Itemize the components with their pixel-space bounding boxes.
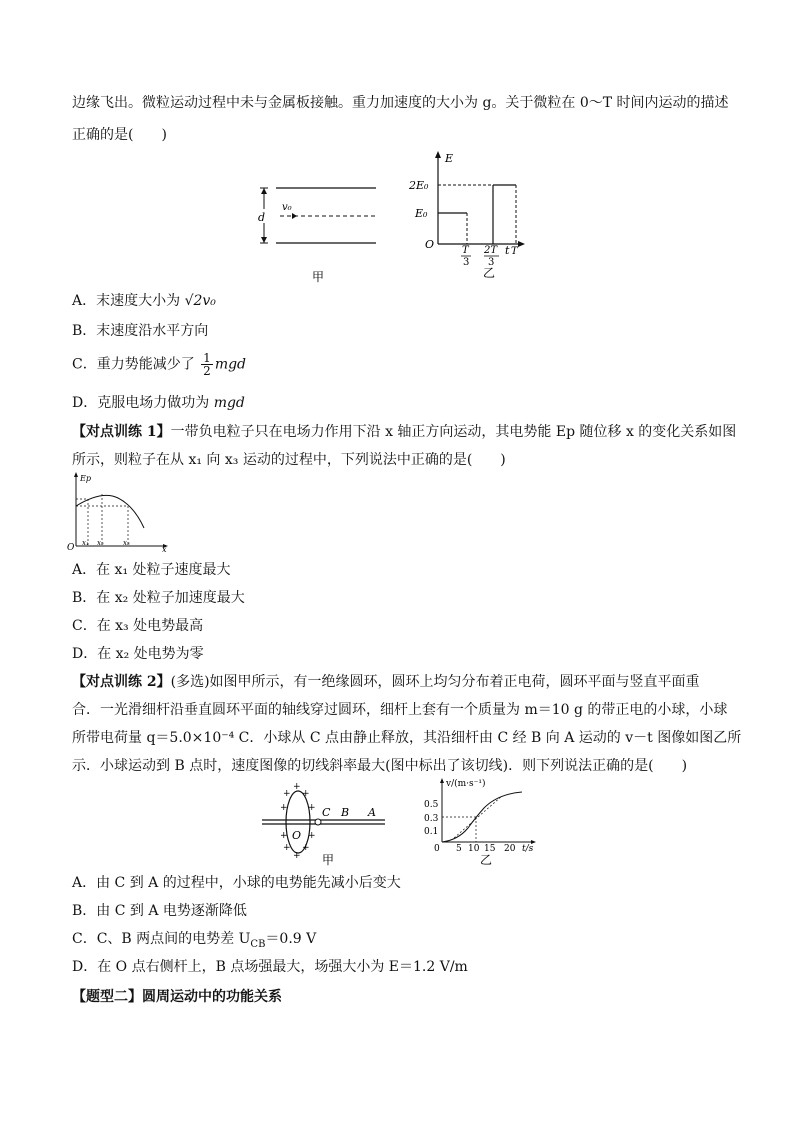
vt-graph-caption: 乙	[480, 853, 493, 867]
q3-line-3: 所带电荷量 q＝5.0×10⁻⁴ C．小球从 C 点由静止释放，其沿细杆由 C 经 B 向 A 运动的 v－t 图像如图乙所	[72, 730, 742, 746]
q1-option-d-math: mgd	[213, 395, 245, 411]
x-tick-15: 15	[484, 844, 496, 854]
q1-option-d	[72, 394, 245, 412]
q3-option-c-rest: ＝0.9 V	[265, 931, 317, 947]
q1-option-a-math: √2v₀	[184, 293, 216, 309]
q2-option-a: A．在 x₁ 处粒子速度最大	[72, 562, 231, 578]
level-2e0-label: 2E₀	[409, 179, 429, 192]
origin-label: 0	[434, 844, 440, 854]
q2-option-d: D．在 x₂ 处电势为零	[72, 646, 204, 662]
plus-sign: +	[293, 851, 301, 861]
plus-sign: +	[308, 831, 316, 841]
v0-label: v₀	[282, 202, 292, 213]
origin-label: O	[67, 543, 75, 552]
q1-option-c-math: mgd	[214, 356, 247, 373]
q2-tag: 【对点训练 1】	[72, 424, 171, 440]
intro-line-2: 正确的是( )	[72, 127, 167, 143]
tick-2t3-num: 2T	[484, 245, 498, 256]
v-axis-label: v/(m·s⁻¹)	[446, 779, 486, 789]
x-tick-20: 20	[504, 844, 516, 854]
origin-label: O	[425, 238, 435, 251]
q3-option-d: D．在 O 点右侧杆上，B 点场强最大，场强大小为 E＝1.2 V/m	[72, 959, 468, 975]
q1-option-b: B．末速度沿水平方向	[72, 323, 209, 339]
q3-line-2: 合．一光滑细杆沿垂直圆环平面的轴线穿过圆环，细杆上套有一个质量为 m＝10 g 的带正电的小球，小球	[72, 702, 728, 718]
q3-line-4: 示．小球运动到 B 点时，速度图像的切线斜率最大(图中标出了该切线)．则下列说法正确的是( )	[72, 758, 688, 774]
ring-fig-caption: 甲	[322, 853, 335, 867]
q3-option-c-text: C．C、B 两点间的电势差 U	[72, 931, 251, 947]
point-o-label: O	[292, 829, 302, 842]
plus-sign: +	[302, 843, 310, 853]
q1-option-c	[72, 352, 246, 377]
q1-option-c-text: C．重力势能减少了	[72, 356, 200, 373]
q1-option-a	[72, 292, 216, 310]
e-axis-label: E	[445, 152, 454, 165]
q3-option-c-subscript: CB	[250, 938, 266, 950]
y-tick-0-1: 0.1	[424, 827, 439, 837]
point-b-label: B	[341, 806, 350, 819]
q3-option-a: A．由 C 到 A 的过程中，小球的电势能先减小后变大	[72, 875, 401, 891]
y-tick-0-3: 0.3	[424, 814, 439, 824]
plus-sign: +	[280, 803, 288, 813]
q2-option-c: C．在 x₃ 处电势最高	[72, 618, 204, 634]
figure-e-t-graph	[395, 148, 525, 278]
q3-line-1	[72, 673, 700, 691]
y-tick-0-5: 0.5	[424, 800, 439, 810]
figure-v-t-graph	[418, 776, 540, 868]
ep-curve	[76, 495, 144, 528]
x-axis-label: x	[162, 545, 167, 552]
ball	[315, 819, 321, 825]
q3-tag: 【对点训练 2】	[72, 674, 171, 690]
plus-sign: +	[302, 789, 310, 799]
x1-label: x₁	[82, 539, 89, 547]
plus-sign: +	[283, 843, 291, 853]
q3-option-b: B．由 C 到 A 电势逐渐降低	[72, 903, 247, 919]
point-a-label: A	[368, 806, 376, 819]
fig2-caption: 乙	[483, 266, 496, 278]
figure-plates	[250, 175, 380, 285]
intro-line-1: 边缘飞出。微粒运动过程中未与金属板接触。重力加速度的大小为 g。关于微粒在 0～T 时间内运动的描述	[72, 95, 729, 111]
plus-sign: +	[283, 789, 291, 799]
q2-line-1-text: 一带负电粒子只在电场力作用下沿 x 轴正方向运动，其电势能 Ep 随位移 x 的变化关系如图	[170, 424, 737, 440]
tangent-line	[454, 796, 502, 838]
fig1-caption: 甲	[312, 270, 325, 284]
plus-sign: +	[308, 803, 316, 813]
level-e0-label: E₀	[415, 207, 428, 220]
section-title: 【题型二】圆周运动中的功能关系	[72, 989, 282, 1005]
plus-sign: +	[280, 831, 288, 841]
q2-option-b: B．在 x₂ 处粒子加速度最大	[72, 590, 245, 606]
tick-t3-den: 3	[463, 257, 470, 268]
v0-arrow	[292, 213, 297, 219]
ep-axis-label: Ep	[80, 474, 91, 483]
x2-label: x₂	[97, 539, 104, 547]
x-tick-10: 10	[468, 844, 480, 854]
t-axis-label: t/s	[522, 844, 534, 854]
q1-option-d-text: D．克服电场力做功为	[72, 395, 214, 411]
q1-option-a-text: A．末速度大小为	[72, 293, 185, 309]
t-axis-label: t	[505, 244, 510, 257]
point-c-label: C	[322, 806, 331, 819]
x-tick-5: 5	[456, 844, 462, 854]
q3-option-c	[72, 930, 316, 954]
q2-line-1	[72, 423, 736, 441]
tick-t3-num: T	[462, 245, 469, 256]
x3-label: x₃	[123, 539, 130, 547]
q1-option-c-fraction: $\frac{1}{2}$	[203, 351, 211, 378]
q2-line-2: 所示，则粒子在从 x₁ 向 x₃ 运动的过程中，下列说法中正确的是( )	[72, 452, 506, 468]
plus-sign: +	[293, 782, 301, 792]
tick-2t3-den: 3	[488, 257, 495, 268]
figure-ep-x-graph	[62, 470, 172, 552]
q3-line-1-text: (多选)如图甲所示，有一绝缘圆环，圆环上均匀分布着正电荷，圆环平面与竖直平面重	[170, 674, 700, 690]
d-label: d	[258, 211, 266, 224]
figure-ring	[258, 778, 393, 868]
tick-t: T	[511, 246, 518, 257]
